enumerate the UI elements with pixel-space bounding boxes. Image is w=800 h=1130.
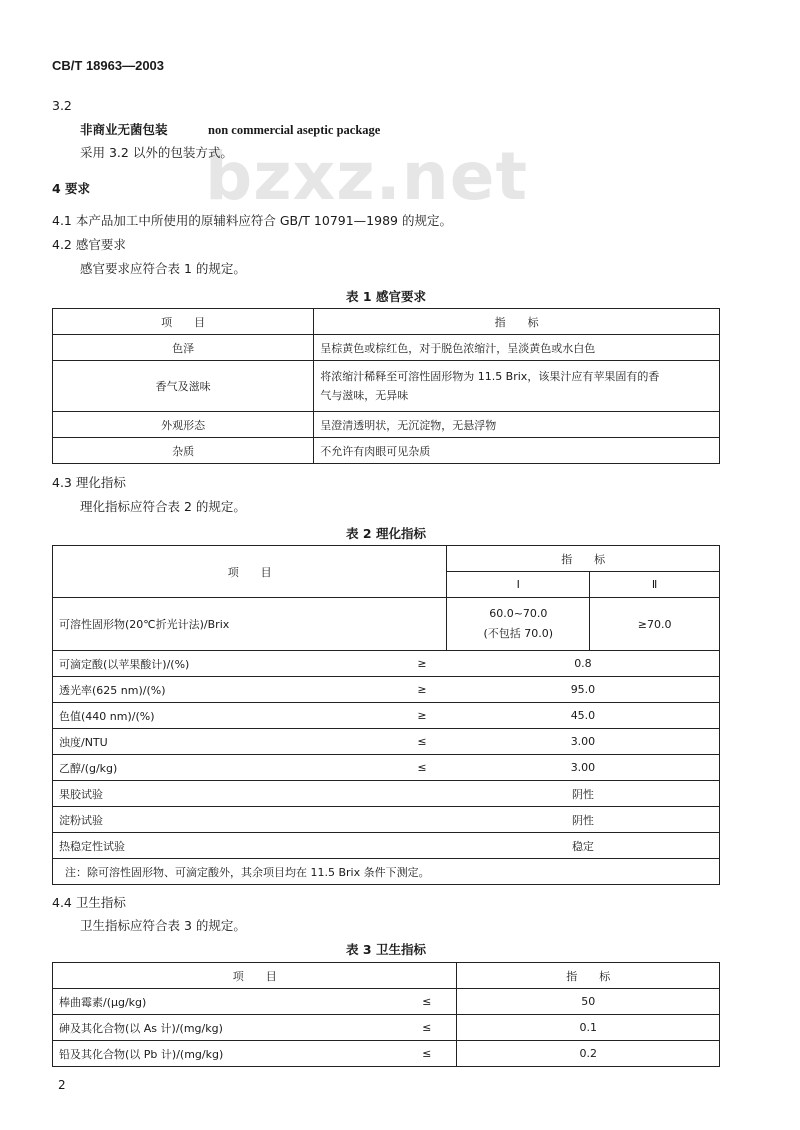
table-caption: 表 1 感官要求 — [346, 289, 426, 304]
hygiene-table — [52, 962, 720, 1067]
table-row — [53, 335, 720, 361]
operator-cell — [397, 807, 447, 833]
table-row — [53, 807, 720, 833]
item-cell: 透光率(625 nm)/(%) — [53, 677, 397, 703]
value-line: (不包括 70.0) — [483, 627, 554, 640]
paragraph: 卫生指标应符合表 3 的规定。 — [80, 918, 246, 933]
value-cell: 0.1 — [457, 1015, 720, 1041]
operator-cell: ≥ — [397, 651, 447, 677]
grade-header: Ⅰ — [447, 572, 590, 598]
value-cell: 阴性 — [447, 781, 720, 807]
header-cell: 项 目 — [53, 309, 314, 335]
operator-cell: ≤ — [397, 989, 457, 1015]
item-cell: 淀粉试验 — [53, 807, 397, 833]
table-row — [53, 361, 720, 412]
table-row — [53, 412, 720, 438]
item-cell: 铅及其化合物(以 Pb 计)/(mg/kg) — [53, 1041, 398, 1067]
operator-cell: ≥ — [397, 703, 447, 729]
header-cell: 指 标 — [457, 963, 720, 989]
item-cell: 砷及其化合物(以 As 计)/(mg/kg) — [53, 1015, 398, 1041]
value-cell: 不允许有肉眼可见杂质 — [314, 438, 720, 464]
value-cell: 0.8 — [447, 651, 720, 677]
table-row — [53, 781, 720, 807]
term-definition: 采用 3.2 以外的包装方式。 — [80, 145, 233, 160]
item-cell: 乙醇/(g/kg) — [53, 755, 397, 781]
section-heading: 4.2 感官要求 — [52, 237, 126, 252]
table-header-row — [53, 309, 720, 335]
table-row — [53, 989, 720, 1015]
operator-cell: ≥ — [397, 677, 447, 703]
table-row — [53, 438, 720, 464]
term-zh: 非商业无菌包装 — [80, 122, 168, 137]
item-cell: 色值(440 nm)/(%) — [53, 703, 397, 729]
item-cell: 棒曲霉素/(μg/kg) — [53, 989, 398, 1015]
table-note: 注：除可溶性固形物、可滴定酸外，其余项目均在 11.5 Brix 条件下测定。 — [53, 859, 720, 885]
page-number: 2 — [58, 1078, 66, 1092]
table-row — [53, 1041, 720, 1067]
table-row — [53, 755, 720, 781]
grade-header: Ⅱ — [590, 572, 720, 598]
operator-cell — [397, 781, 447, 807]
physicochemical-table — [52, 545, 720, 885]
section-heading: 4.4 卫生指标 — [52, 895, 126, 910]
value-cell: 稳定 — [447, 833, 720, 859]
operator-cell: ≤ — [397, 1015, 457, 1041]
item-cell: 可滴定酸(以苹果酸计)/(%) — [53, 651, 397, 677]
value-cell: 3.00 — [447, 755, 720, 781]
value-cell: 阴性 — [447, 807, 720, 833]
sensory-table — [52, 308, 720, 464]
value-line: 将浓缩汁稀释至可溶性固形物为 11.5 Brix，该果汁应有苹果固有的香 — [320, 370, 660, 383]
operator-cell: ≤ — [397, 1041, 457, 1067]
header-cell: 项 目 — [53, 963, 457, 989]
value-cell: 45.0 — [447, 703, 720, 729]
item-cell: 可溶性固形物(20℃折光计法)/Brix — [53, 598, 447, 651]
value-cell: ≥70.0 — [590, 598, 720, 651]
table-header-row — [53, 963, 720, 989]
value-cell — [314, 361, 720, 412]
header-cell: 项 目 — [53, 546, 447, 598]
standard-code: CB/T 18963—2003 — [52, 58, 165, 73]
operator-cell: ≤ — [397, 755, 447, 781]
item-cell: 热稳定性试验 — [53, 833, 397, 859]
table-header-row — [53, 546, 720, 572]
table-caption: 表 2 理化指标 — [346, 526, 426, 541]
table-row — [53, 703, 720, 729]
table-note-row — [53, 859, 720, 885]
value-cell: 呈澄清透明状，无沉淀物，无悬浮物 — [314, 412, 720, 438]
section-heading: 4.3 理化指标 — [52, 475, 126, 490]
table-caption: 表 3 卫生指标 — [346, 942, 426, 957]
value-cell — [447, 598, 590, 651]
value-cell: 3.00 — [447, 729, 720, 755]
value-line: 气与滋味，无异味 — [320, 389, 409, 402]
watermark: bzxz.net — [205, 138, 529, 215]
section-heading: 4 要求 — [52, 181, 91, 196]
value-cell: 50 — [457, 989, 720, 1015]
table-row — [53, 1015, 720, 1041]
value-cell: 0.2 — [457, 1041, 720, 1067]
table-row — [53, 729, 720, 755]
item-cell: 浊度/NTU — [53, 729, 397, 755]
section-number: 3.2 — [52, 98, 72, 113]
paragraph: 理化指标应符合表 2 的规定。 — [80, 499, 246, 514]
table-row — [53, 833, 720, 859]
table-row — [53, 598, 720, 651]
header-cell: 指 标 — [314, 309, 720, 335]
header-cell: 指 标 — [447, 546, 720, 572]
item-cell: 果胶试验 — [53, 781, 397, 807]
item-cell: 色泽 — [53, 335, 314, 361]
operator-cell — [397, 833, 447, 859]
item-cell: 香气及滋味 — [53, 361, 314, 412]
value-line: 60.0~70.0 — [489, 607, 548, 620]
operator-cell: ≤ — [397, 729, 447, 755]
term-en: non commercial aseptic package — [208, 123, 381, 137]
value-cell: 95.0 — [447, 677, 720, 703]
table-row — [53, 677, 720, 703]
paragraph: 4.1 本产品加工中所使用的原辅料应符合 GB/T 10791—1989 的规定。 — [52, 213, 452, 228]
table-row — [53, 651, 720, 677]
value-cell: 呈棕黄色或棕红色，对于脱色浓缩汁，呈淡黄色或水白色 — [314, 335, 720, 361]
item-cell: 杂质 — [53, 438, 314, 464]
item-cell: 外观形态 — [53, 412, 314, 438]
paragraph: 感官要求应符合表 1 的规定。 — [80, 261, 246, 276]
